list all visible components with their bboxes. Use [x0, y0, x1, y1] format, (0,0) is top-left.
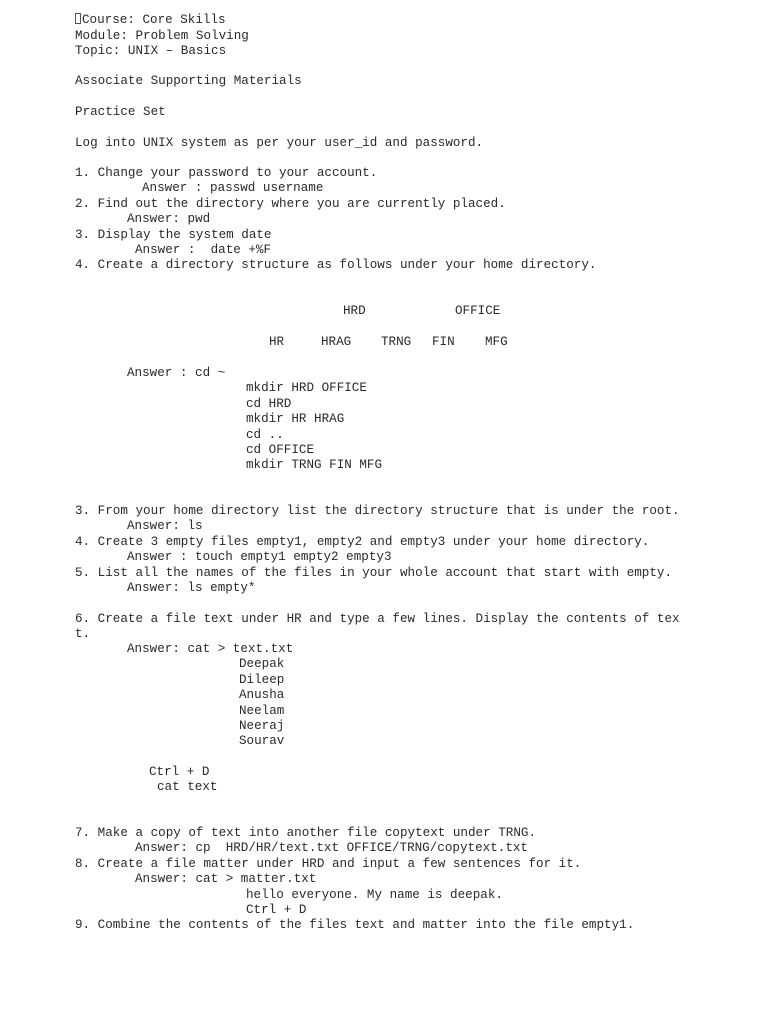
- module-line: Module: Problem Solving: [75, 29, 249, 43]
- answer-1: Answer : passwd username: [142, 181, 324, 195]
- question-2: 2. Find out the directory where you are currently placed.: [75, 197, 506, 211]
- missing-glyph-icon: [75, 13, 81, 24]
- answer-4-cmd: cd OFFICE: [246, 443, 315, 457]
- answer-6-name: Deepak: [239, 657, 285, 671]
- tree-fin: FIN: [432, 335, 455, 349]
- answer-4-cmd: mkdir HRD OFFICE: [246, 381, 367, 395]
- tree-hrag: HRAG: [321, 335, 352, 349]
- tree-mfg: MFG: [485, 335, 508, 349]
- answer-6-cat: cat text: [157, 780, 218, 794]
- question-3-date: 3. Display the system date: [75, 228, 272, 242]
- answer-6-name: Neelam: [239, 704, 285, 718]
- answer-2: Answer: pwd: [127, 212, 211, 226]
- answer-6-ctrl-d: Ctrl + D: [149, 765, 210, 779]
- question-6: 6. Create a file text under HR and type a few lines. Display the contents of tex: [75, 612, 680, 626]
- question-8: 8. Create a file matter under HRD and input a few sentences for it.: [75, 857, 582, 871]
- answer-3-date: Answer : date +%F: [135, 243, 272, 257]
- answer-7: Answer: cp HRD/HR/text.txt OFFICE/TRNG/copytext.txt: [135, 841, 528, 855]
- answer-6-name: Anusha: [239, 688, 285, 702]
- tree-hr: HR: [269, 335, 285, 349]
- answer-4-empty-files: Answer : touch empty1 empty2 empty3: [127, 550, 392, 564]
- question-7: 7. Make a copy of text into another file copytext under TRNG.: [75, 826, 537, 840]
- question-3-root: 3. From your home directory list the directory structure that is under the root.: [75, 504, 680, 518]
- question-5: 5. List all the names of the files in your whole account that start with empty.: [75, 566, 673, 580]
- question-4-empty-files: 4. Create 3 empty files empty1, empty2 and empty3 under your home directory.: [75, 535, 650, 549]
- question-9: 9. Combine the contents of the files text and matter into the file empty1.: [75, 918, 635, 932]
- answer-8-line: hello everyone. My name is deepak.: [246, 888, 503, 902]
- answer-8: Answer: cat > matter.txt: [135, 872, 317, 886]
- answer-6-name: Sourav: [239, 734, 285, 748]
- answer-6-name: Neeraj: [239, 719, 285, 733]
- answer-4-cmd: cd ..: [246, 428, 284, 442]
- question-4-directory: 4. Create a directory structure as follows under your home directory.: [75, 258, 597, 272]
- answer-4-cmd: mkdir TRNG FIN MFG: [246, 458, 383, 472]
- answer-6: Answer: cat > text.txt: [127, 642, 294, 656]
- practice-set-heading: Practice Set: [75, 105, 166, 119]
- answer-8-ctrl-d: Ctrl + D: [246, 903, 307, 917]
- answer-3-root: Answer: ls: [127, 519, 203, 533]
- tree-office: OFFICE: [455, 304, 501, 318]
- answer-4-label: Answer : cd ~: [127, 366, 226, 380]
- course-line: Course: Core Skills: [75, 13, 226, 28]
- answer-4-cmd: mkdir HR HRAG: [246, 412, 345, 426]
- answer-5: Answer: ls empty*: [127, 581, 256, 595]
- question-6-wrap: t.: [75, 627, 91, 641]
- answer-4-cmd: cd HRD: [246, 397, 292, 411]
- tree-trng: TRNG: [381, 335, 412, 349]
- intro-line: Log into UNIX system as per your user_id and password.: [75, 136, 484, 150]
- tree-hrd: HRD: [343, 304, 366, 318]
- answer-6-name: Dileep: [239, 673, 285, 687]
- topic-line: Topic: UNIX – Basics: [75, 44, 227, 58]
- question-1: 1. Change your password to your account.: [75, 166, 378, 180]
- supporting-materials-heading: Associate Supporting Materials: [75, 74, 302, 88]
